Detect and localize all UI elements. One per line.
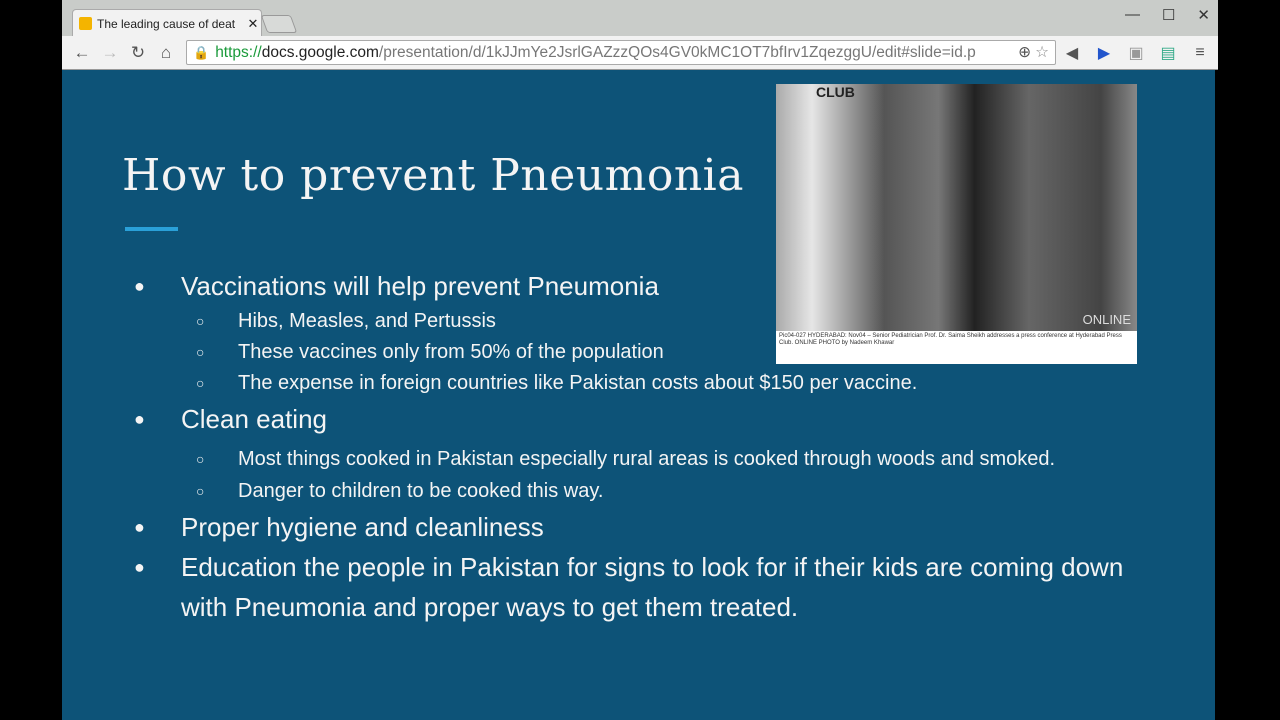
bullet: ● Clean eating <box>134 399 1174 439</box>
sub-bullet: ○ The expense in foreign countries like Pakistan costs about $150 per vaccine. <box>134 368 1174 399</box>
zoom-icon[interactable]: ⊕ <box>1018 44 1032 61</box>
url-scheme: https:// <box>215 43 262 61</box>
bullet: ● Vaccinations will help prevent Pneumonia <box>134 266 1174 306</box>
bookmark-star-icon[interactable]: ☆ <box>1035 44 1049 61</box>
play-extension-icon[interactable]: ▶ <box>1097 44 1111 62</box>
sub-bullet: ○ Most things cooked in Pakistan especially rural areas is cooked through woods and smoked. <box>134 443 1174 476</box>
title-underline <box>125 227 178 231</box>
browser-chrome <box>62 0 1218 70</box>
bullet: ● Proper hygiene and cleanliness <box>134 507 1174 547</box>
forward-icon[interactable]: → <box>101 42 119 62</box>
photo-caption: Pic04-027 HYDERABAD: Nov04 – Senior Pediatrician Prof. Dr. Saima Sheikh addresses a press conference at Hyderabad Press Club. ONLINE PHOTO by Nadeem Khawar <box>779 333 1122 346</box>
slide <box>62 70 1215 720</box>
home-icon[interactable]: ⌂ <box>160 42 172 62</box>
browser-tab[interactable] <box>72 9 262 37</box>
reload-icon[interactable]: ↻ <box>130 42 146 62</box>
maximize-icon[interactable]: ☐ <box>1161 7 1176 24</box>
speaker-extension-icon[interactable]: ◀ <box>1065 44 1079 62</box>
bullet: ● Education the people in Pakistan for signs to look for if their kids are coming down with Pneumonia and proper ways to get them treated. <box>134 547 1174 627</box>
menu-icon[interactable]: ≡ <box>1195 43 1205 61</box>
window-controls <box>1125 6 1210 24</box>
url-host: docs.google.com <box>261 43 379 61</box>
image-extension-icon[interactable]: ▤ <box>1160 44 1176 62</box>
sub-bullet: ○ These vaccines only from 50% of the population <box>134 337 1174 368</box>
close-window-icon[interactable]: ✕ <box>1197 7 1210 24</box>
sub-bullet: ○ Hibs, Measles, and Pertussis <box>134 306 1174 337</box>
address-bar[interactable] <box>186 40 1056 65</box>
photo-sign: CLUB <box>816 84 855 100</box>
slide-title: How to prevent Pneumonia <box>122 150 744 201</box>
photo-watermark: ONLINE <box>1082 312 1131 327</box>
slides-favicon-icon <box>79 17 92 30</box>
sub-bullet: ○ Danger to children to be cooked this way. <box>134 476 1174 507</box>
extension-icon[interactable]: ▣ <box>1128 44 1144 62</box>
close-tab-icon[interactable]: ✕ <box>247 15 259 31</box>
back-icon[interactable]: ← <box>73 42 91 62</box>
lock-icon: 🔒 <box>193 44 210 60</box>
url-path: /presentation/d/1kJJmYe2JsrlGAZzzQOs4GV0kMC1OT7bfIrv1ZqezggU/edit#slide=id.p <box>378 43 976 61</box>
new-tab-button[interactable] <box>261 15 298 33</box>
toolbar <box>62 36 1218 70</box>
tab-title: The leading cause of deat <box>97 16 236 31</box>
bullet-list <box>134 266 1174 627</box>
minimize-icon[interactable]: — <box>1124 6 1140 23</box>
